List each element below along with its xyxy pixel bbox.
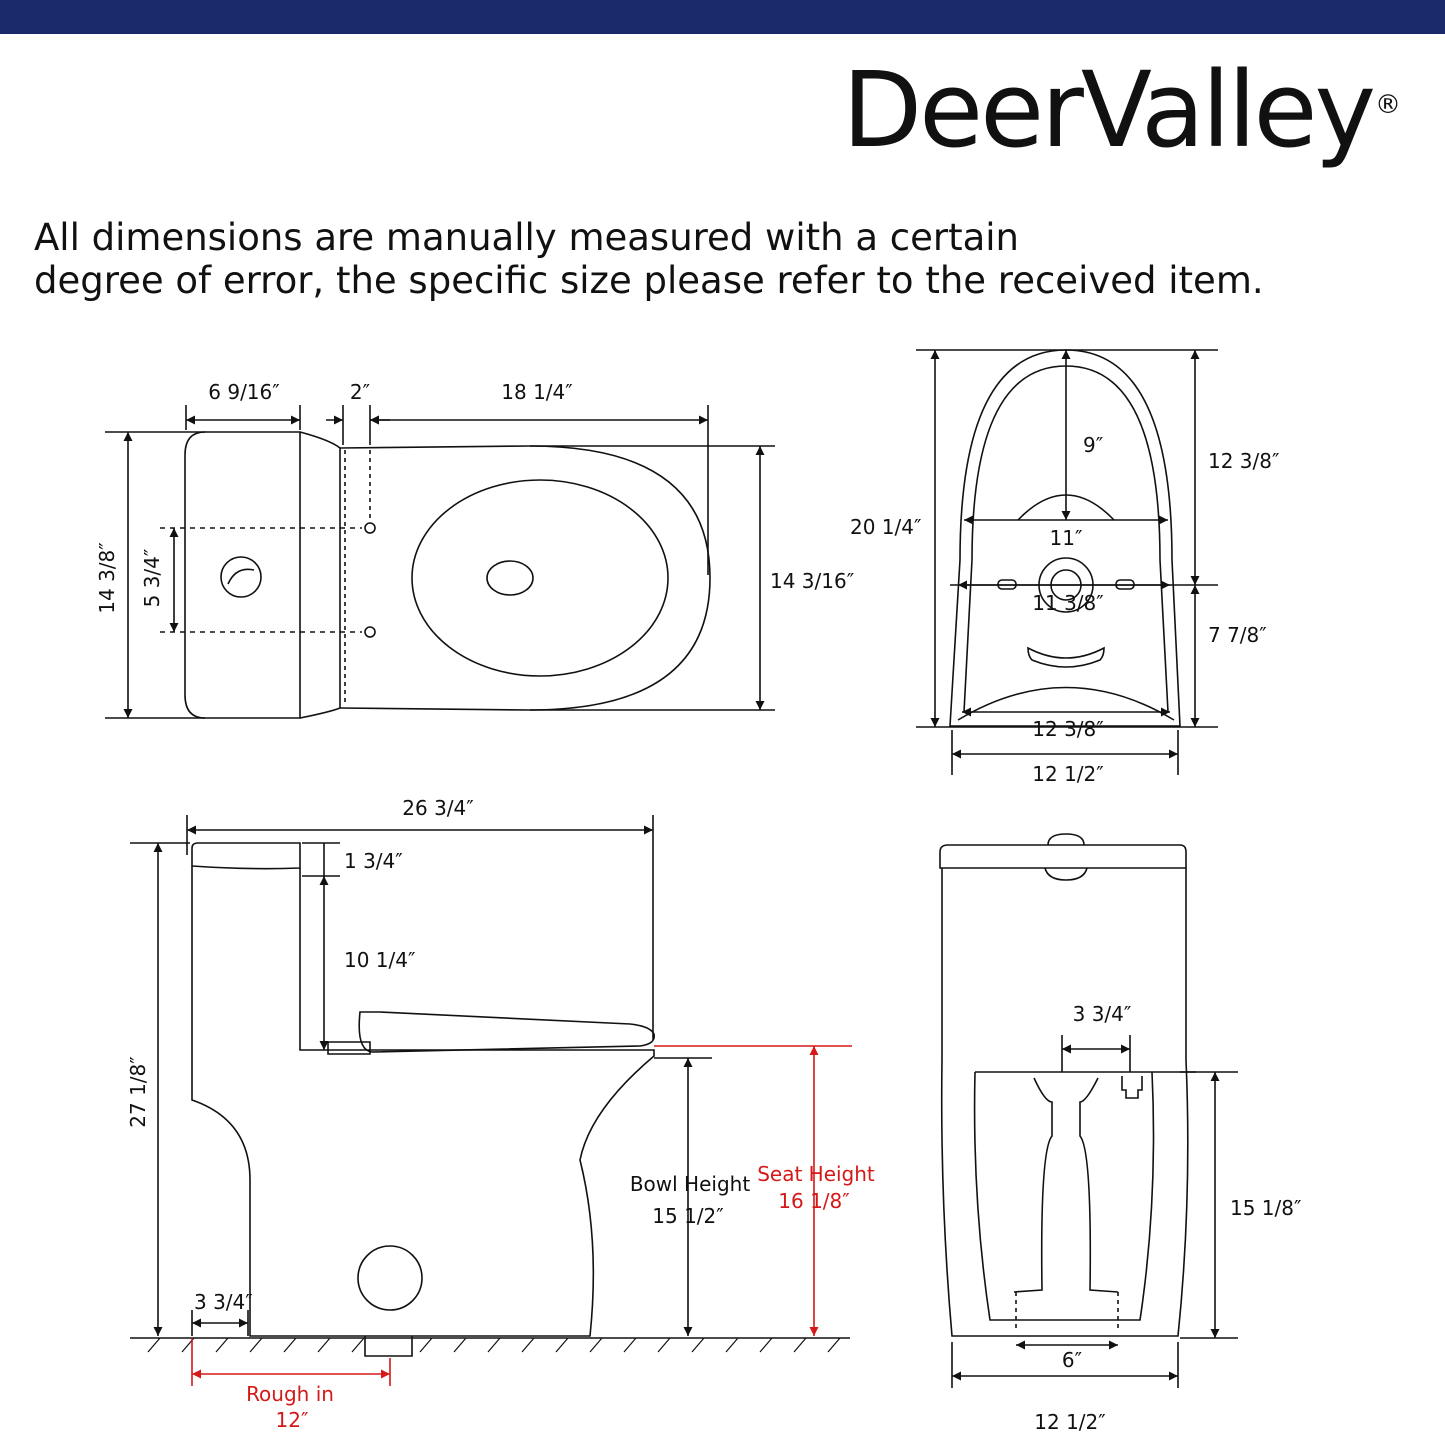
dim-tank-width: 14 3/8″ <box>95 542 119 614</box>
bowl-outline <box>340 446 710 710</box>
brand-name: DeerValley <box>842 49 1373 171</box>
tank-outline <box>185 432 300 718</box>
dim-back-height: 15 1/8″ <box>1230 1196 1302 1220</box>
trapway <box>1014 1078 1118 1292</box>
dim-rear-length: 7 7/8″ <box>1208 623 1267 647</box>
dim-base-width: 12 1/2″ <box>1034 1410 1106 1434</box>
red-dimension-lines <box>192 1046 852 1386</box>
dim-bolt-spacing: 5 3/4″ <box>140 548 164 608</box>
disclaimer-line-2: degree of error, the specific size please refer to the received item. <box>34 259 1264 302</box>
dim-outlet-offset: 3 3/4″ <box>1072 1002 1132 1026</box>
tank-lid <box>192 843 300 869</box>
bowl-opening <box>412 480 668 676</box>
dim-inner-width: 11″ <box>1049 526 1083 550</box>
rough-in-label: Rough in <box>246 1382 334 1406</box>
bowl-slot <box>1028 648 1104 667</box>
bowl-height-label: Bowl Height <box>629 1172 751 1196</box>
dim-side-total-length: 26 3/4″ <box>402 796 474 820</box>
dim-total-height: 27 1/8″ <box>126 1056 150 1128</box>
top-view-drawing <box>105 405 775 718</box>
dim-gap: 2″ <box>349 380 371 404</box>
dim-lid-thickness: 1 3/4″ <box>344 849 403 873</box>
dim-bowl-height: 15 1/2″ <box>652 1204 724 1228</box>
outlet-circle <box>358 1246 422 1310</box>
dim-bowl-width: 14 3/16″ <box>770 569 855 593</box>
dim-mid-width: 11 3/8″ <box>1032 591 1104 615</box>
bowl-top-view-drawing <box>916 350 1218 775</box>
floor-flange <box>365 1336 412 1356</box>
bolt-hole-lower <box>365 627 375 637</box>
back-view-drawing <box>940 834 1238 1388</box>
dim-center-depth: 9″ <box>1083 433 1104 457</box>
seat-lid <box>359 1012 654 1052</box>
dim-front-length: 12 3/8″ <box>1208 449 1280 473</box>
dim-seat-height: 16 1/8″ <box>778 1189 850 1213</box>
dim-rear-inner-width: 12 3/8″ <box>1032 717 1104 741</box>
flush-button <box>221 557 261 597</box>
back-body <box>942 868 1188 1336</box>
registered-mark: ® <box>1375 90 1401 120</box>
toilet-body <box>192 866 654 1336</box>
dim-tank-depth: 6 9/16″ <box>208 380 280 404</box>
back-cavity <box>975 1072 1196 1320</box>
dim-rear-outer-width: 12 1/2″ <box>1032 762 1104 786</box>
dim-tank-height: 10 1/4″ <box>344 948 416 972</box>
dim-total-length: 20 1/4″ <box>850 515 922 539</box>
floor-hatch <box>148 1338 840 1352</box>
dim-rough-in: 12″ <box>275 1408 309 1432</box>
dim-bowl-length: 18 1/4″ <box>501 380 573 404</box>
side-view-drawing <box>130 815 850 1356</box>
bolt-hole-upper <box>365 523 375 533</box>
bowl-front-curve <box>958 688 1174 721</box>
disclaimer-line-1: All dimensions are manually measured with a certain <box>34 216 1019 259</box>
tank-neck <box>300 432 340 718</box>
seat-height-label: Seat Height <box>757 1162 875 1186</box>
drain-hole <box>487 561 533 595</box>
dim-foot-width: 6″ <box>1061 1348 1083 1372</box>
flush-knob <box>1048 834 1084 845</box>
back-tank-lid <box>940 845 1186 868</box>
dim-wall-gap: 3 3/4″ <box>194 1290 253 1314</box>
